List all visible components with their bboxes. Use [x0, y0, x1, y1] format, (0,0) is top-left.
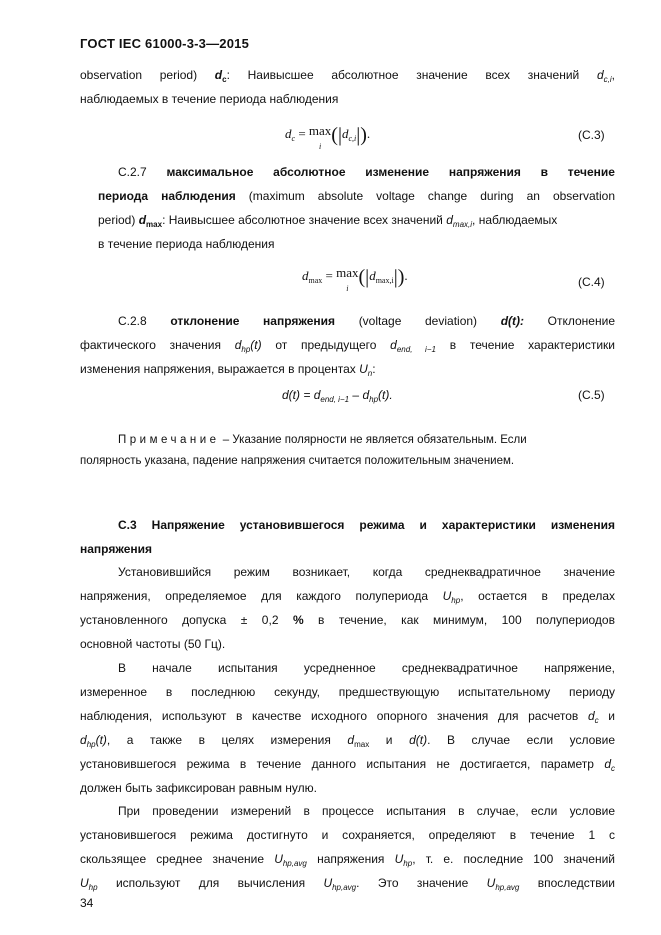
text-line: наблюдения, используют в качестве исходного опорного значения для расчетов $d_c$ и — [80, 709, 615, 725]
note-label: Примечание — [118, 434, 220, 446]
formula-number-c4: (C.4) — [578, 275, 605, 289]
text-line: напряжения, определяемое для каждого полупериода $U_{hp}$, остается в пределах — [80, 589, 615, 605]
text-line: должен быть зафиксирован равным нулю. — [80, 781, 317, 795]
section-title: C.3 Напряжение установившегося режима и характеристики изменения — [118, 518, 615, 532]
formula-number-c5: (C.5) — [578, 388, 605, 402]
section-title: напряжения — [80, 542, 152, 556]
text-line: скользящее среднее значение $U_{hp,avg}$ напряжения $U_{hp}$, т. е. последние 100 значений — [80, 852, 615, 868]
formula-c4: $d_{max} = \max$ $i(|d_{max,i}|)$. — [302, 265, 408, 293]
text-line: observation period) $d_c$: Наивысшее абсолютное значение всех значений $d_{c,i}$, — [80, 68, 615, 84]
text-line: измеренное в последнюю секунду, предшествующую испытательному периоду — [80, 685, 615, 699]
formula-c5: $d(t) = d_{end, i-1} - d_{hp}(t)$. — [282, 388, 393, 404]
text-line: $U_{hp}$ используют для вычисления $U_{hp,avg}$. Это значение $U_{hp,avg}$ впоследствии — [80, 876, 615, 892]
text-line: При проведении измерений в процессе испытания в случае, если условие — [118, 804, 615, 818]
text-line: изменения напряжения, выражается в процентах $U_n$: — [80, 362, 376, 378]
text-line: наблюдаемых в течение периода наблюдения — [80, 92, 339, 106]
text-line: периода наблюдения (maximum absolute voltage change during an observation — [98, 189, 615, 203]
note-line: полярность указана, падение напряжения считается положительным значением. — [80, 455, 515, 467]
text-line: установившегося режима достигнуто и сохраняется, определяют в течение 1 с — [80, 828, 615, 842]
text-line: установленного допуска ± 0,2 % в течение, как минимум, 100 полупериодов — [80, 613, 615, 627]
formula-c3: $d_c = \max$ $i(|d_{c,i}|)$. — [285, 123, 371, 151]
page-header-title: ГОСТ IEC 61000-3-3—2015 — [80, 36, 249, 51]
text-line: Установившийся режим возникает, когда среднеквадратичное значение — [118, 565, 615, 579]
page-number: 34 — [80, 896, 94, 910]
formula-number-c3: (C.3) — [578, 128, 605, 142]
text-line: фактического значения $d_{hp}(t)$ от предыдущего $d_{end, i-1}$ в течение характеристики — [80, 338, 615, 354]
note-line: Примечание – Указание полярности не является обязательным. Если — [118, 434, 527, 446]
text-line: В начале испытания усредненное среднеквадратичное напряжение, — [118, 661, 615, 675]
text-line: установившегося режима в течение данного испытания не достигается, параметр $d_c$ — [80, 757, 615, 773]
text-line: основной частоты (50 Гц). — [80, 637, 226, 651]
text-line: $d_{hp}(t)$, а также в целях измерения $d_{max}$ и d(t). В случае если условие — [80, 733, 616, 749]
text-line: C.2.7 максимальное абсолютное изменение напряжения в течение — [118, 165, 615, 179]
text-line: в течение периода наблюдения — [98, 237, 275, 251]
text-line: C.2.8 отклонение напряжения (voltage deviation) d(t): Отклонение — [118, 314, 615, 328]
text-line: period) $d_{max}$: Наивысшее абсолютное значение всех значений $d_{max,i}$, наблюдаемых — [98, 213, 558, 229]
